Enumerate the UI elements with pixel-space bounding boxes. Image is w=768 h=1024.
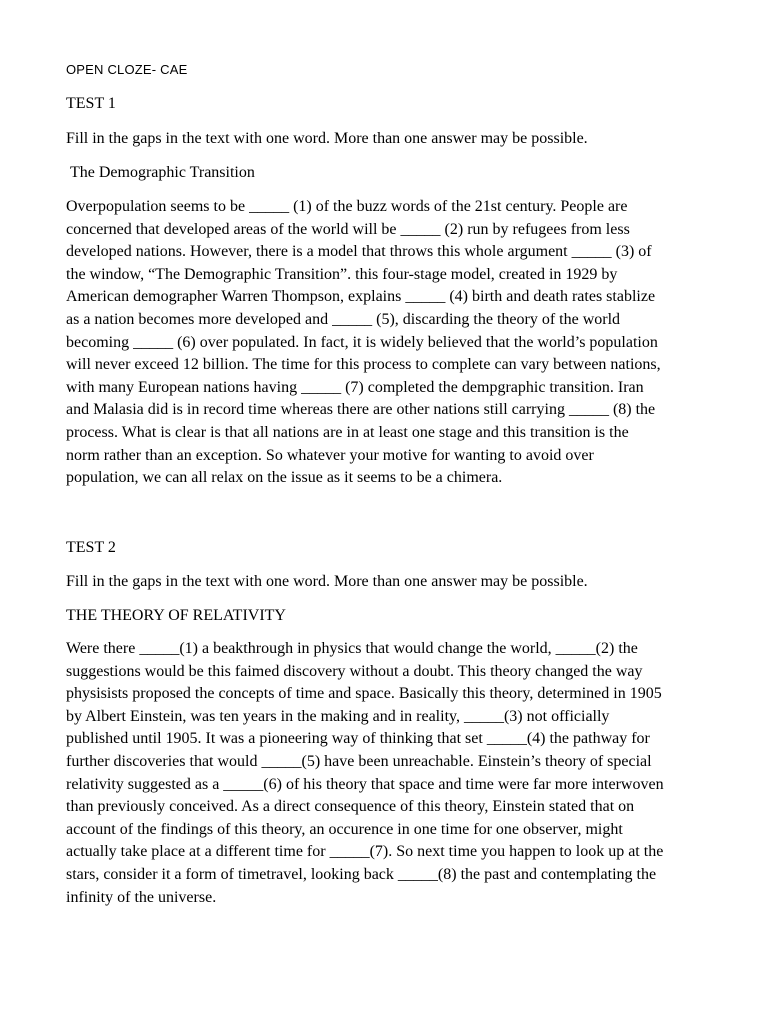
passage-line: developed nations. However, there is a model that throws this whole argument _____ (3) of [66, 243, 652, 261]
passage-line: account of the findings of this theory, an occurence in one time for one observer, might [66, 820, 623, 838]
passage-line: further discoveries that would _____(5) have been unreachable. Einstein’s theory of special [66, 752, 652, 770]
passage-line: as a nation becomes more developed and _____ (5), discarding the theory of the world [66, 310, 621, 328]
test1-instruction: Fill in the gaps in the text with one word. More than one answer may be possible. [66, 130, 588, 147]
test2-instruction: Fill in the gaps in the text with one word. More than one answer may be possible. [66, 573, 588, 590]
passage-line: actually take place at a different time for _____(7). So next time you happen to look up at the [66, 843, 664, 861]
passage-line: American demographer Warren Thompson, explains _____ (4) birth and death rates stablize [66, 288, 656, 306]
passage-line: Were there _____(1) a beakthrough in physics that would change the world, _____(2) the [66, 640, 638, 657]
test1-title: The Demographic Transition [70, 164, 255, 181]
test2-title: THE THEORY OF RELATIVITY [66, 607, 286, 624]
passage-line: and Malasia did is in record time whereas there are other nations still carrying _____ (8) the [66, 401, 656, 419]
passage-line: becoming _____ (6) over populated. In fact, it is widely believed that the world’s population [66, 333, 658, 351]
passage-line: norm rather than an exception. So whatever your motive for wanting to avoid over [66, 446, 594, 464]
passage-line: suggestions would be this faimed discovery without a doubt. This theory changed the way [66, 662, 643, 680]
passage-line: process. What is clear is that all nations are in at least one stage and this transition is the [66, 423, 629, 441]
test2-heading: TEST 2 [66, 539, 116, 556]
passage-line: infinity of the universe. [66, 888, 217, 906]
passage-line: with many European nations having _____ (7) completed the dempgraphic transition. Iran [66, 378, 644, 396]
test1-passage [66, 196, 746, 490]
passage-line: the window, “The Demographic Transition”. this four-stage model, created in 1929 by [66, 265, 618, 283]
passage-line: stars, consider it a form of timetravel, looking back _____(8) the past and contemplating the [66, 865, 657, 883]
passage-line: relativity suggested as a _____(6) of his theory that space and time were far more interwoven [66, 775, 664, 793]
document-header: OPEN CLOZE- CAE [66, 62, 188, 77]
passage-line: Overpopulation seems to be _____ (1) of the buzz words of the 21st century. People are [66, 198, 628, 215]
passage-line: by Albert Einstein, was ten years in the making and in reality, _____(3) not officially [66, 707, 610, 725]
passage-line: physisists proposed the concepts of time and space. Basically this theory, determined in 1905 [66, 685, 662, 703]
test2-passage [66, 638, 746, 909]
passage-line: will never exceed 12 billion. The time for this process to complete can vary between nations, [66, 356, 661, 374]
passage-line: concerned that developed areas of the world will be _____ (2) run by refugees from less [66, 220, 630, 238]
test1-heading: TEST 1 [66, 95, 116, 112]
passage-line: than previously conceived. As a direct consequence of this theory, Einstein stated that on [66, 798, 635, 816]
passage-line: published until 1905. It was a pioneering way of thinking that set _____(4) the pathway for [66, 730, 650, 748]
passage-line: population, we can all relax on the issue as it seems to be a chimera. [66, 469, 503, 487]
